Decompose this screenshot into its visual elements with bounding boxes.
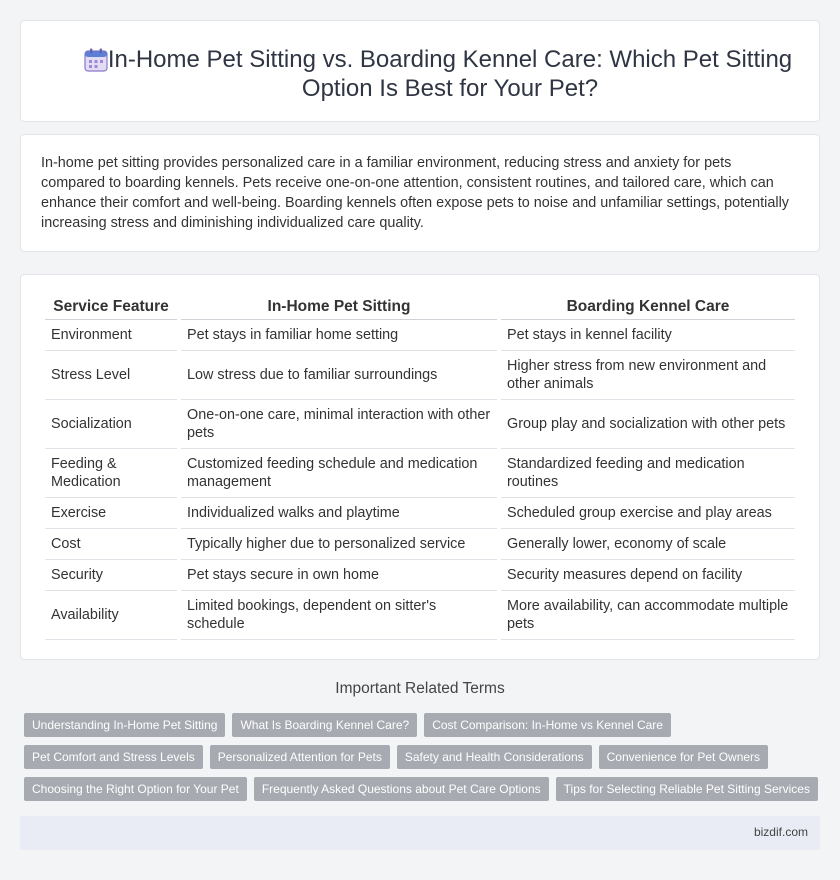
related-term-tag[interactable]: Tips for Selecting Reliable Pet Sitting Services [556, 777, 818, 801]
table-row [45, 498, 795, 529]
feature-cell: Stress Level [45, 351, 177, 400]
table-row [45, 449, 795, 498]
boarding-cell: Pet stays in kennel facility [501, 320, 795, 351]
related-term-tag[interactable]: Pet Comfort and Stress Levels [24, 745, 203, 769]
boarding-cell: Scheduled group exercise and play areas [501, 498, 795, 529]
boarding-cell: Group play and socialization with other pets [501, 400, 795, 449]
header-service-feature: Service Feature [45, 293, 177, 320]
related-term-tag[interactable]: Personalized Attention for Pets [210, 745, 390, 769]
footer-bar [20, 816, 820, 850]
comparison-card [20, 274, 820, 660]
related-term-tag[interactable]: Convenience for Pet Owners [599, 745, 768, 769]
table-row [45, 591, 795, 640]
table-row [45, 400, 795, 449]
table-row [45, 529, 795, 560]
related-term-tag[interactable]: Safety and Health Considerations [397, 745, 592, 769]
boarding-cell: Generally lower, economy of scale [501, 529, 795, 560]
in-home-cell: Limited bookings, dependent on sitter's schedule [181, 591, 497, 640]
in-home-cell: Typically higher due to personalized service [181, 529, 497, 560]
feature-cell: Security [45, 560, 177, 591]
table-row [45, 351, 795, 400]
header-in-home: In-Home Pet Sitting [181, 293, 497, 320]
boarding-cell: Security measures depend on facility [501, 560, 795, 591]
feature-cell: Exercise [45, 498, 177, 529]
related-terms-list [24, 713, 824, 809]
header-boarding: Boarding Kennel Care [501, 293, 795, 320]
table-row [45, 560, 795, 591]
comparison-table [41, 293, 799, 640]
feature-cell: Cost [45, 529, 177, 560]
page-title: In-Home Pet Sitting vs. Boarding Kennel Care: Which Pet Sitting Option Is Best for Your Pet? [107, 46, 793, 102]
related-terms-heading: Important Related Terms [335, 680, 505, 697]
tag-row [24, 777, 824, 801]
in-home-cell: Individualized walks and playtime [181, 498, 497, 529]
boarding-cell: Standardized feeding and medication routines [501, 449, 795, 498]
table-header-row [45, 293, 795, 320]
intro-paragraph: In-home pet sitting provides personalized care in a familiar environment, reducing stress and anxiety for pets compared to boarding kennels. Pets receive one-on-one attention, consistent routines, and tailored care, which can enhance their comfort and well-being. Boarding kennels often expose pets to noise and unfamiliar settings, potentially increasing stress and diminishing individualized care quality. [41, 155, 789, 231]
related-term-tag[interactable]: Choosing the Right Option for Your Pet [24, 777, 247, 801]
in-home-cell: Low stress due to familiar surroundings [181, 351, 497, 400]
boarding-cell: More availability, can accommodate multiple pets [501, 591, 795, 640]
feature-cell: Socialization [45, 400, 177, 449]
intro-card [20, 134, 820, 252]
related-term-tag[interactable]: What Is Boarding Kennel Care? [232, 713, 417, 737]
related-term-tag[interactable]: Frequently Asked Questions about Pet Care Options [254, 777, 549, 801]
feature-cell: Feeding & Medication [45, 449, 177, 498]
tag-row [24, 745, 824, 769]
in-home-cell: One-on-one care, minimal interaction with other pets [181, 400, 497, 449]
in-home-cell: Pet stays in familiar home setting [181, 320, 497, 351]
related-term-tag[interactable]: Cost Comparison: In-Home vs Kennel Care [424, 713, 671, 737]
in-home-cell: Customized feeding schedule and medication management [181, 449, 497, 498]
feature-cell: Environment [45, 320, 177, 351]
feature-cell: Availability [45, 591, 177, 640]
tag-row [24, 713, 824, 737]
title-card [20, 20, 820, 122]
related-term-tag[interactable]: Understanding In-Home Pet Sitting [24, 713, 225, 737]
footer-site-link[interactable]: bizdif.com [753, 825, 808, 839]
table-row [45, 320, 795, 351]
boarding-cell: Higher stress from new environment and other animals [501, 351, 795, 400]
in-home-cell: Pet stays secure in own home [181, 560, 497, 591]
